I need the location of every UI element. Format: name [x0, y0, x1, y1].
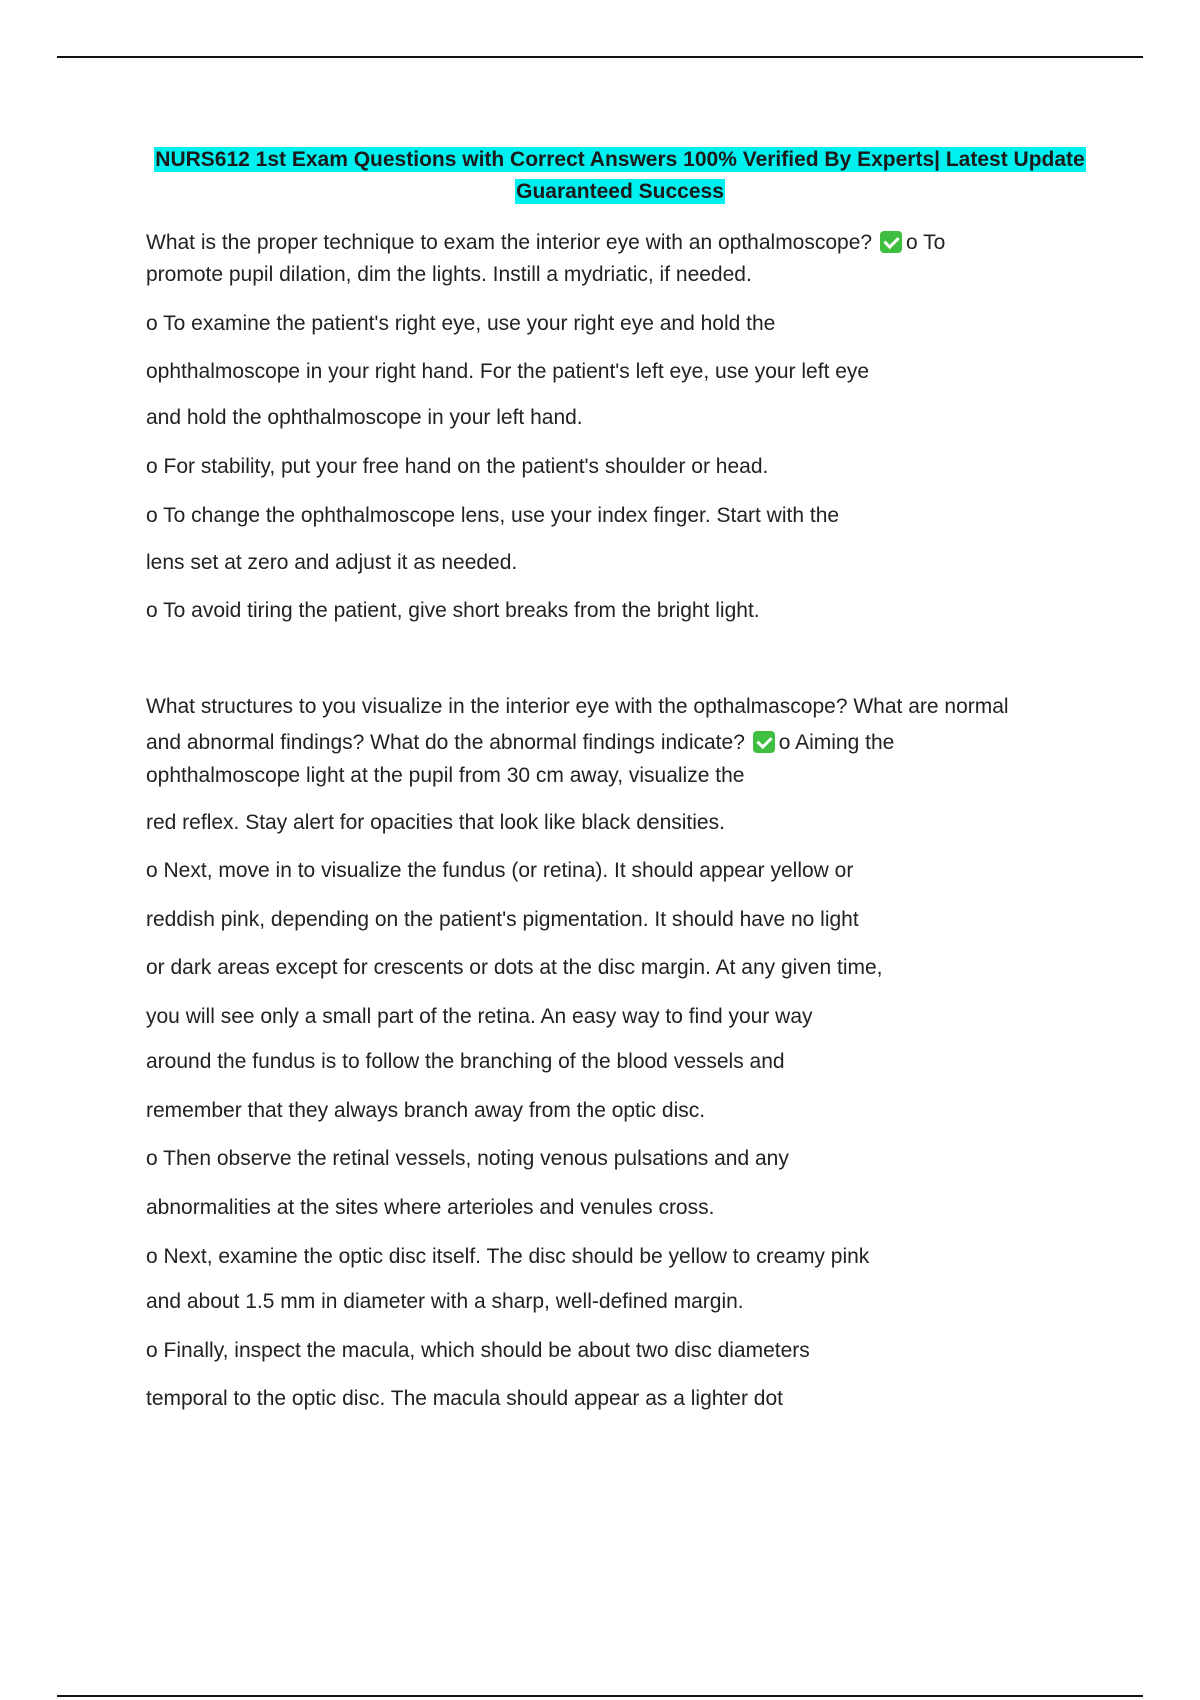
q2-answer-line: temporal to the optic disc. The macula should appear as a lighter dot	[146, 1387, 783, 1410]
q2-answer-line: you will see only a small part of the retina. An easy way to find your way	[146, 1005, 813, 1028]
check-mark-icon	[880, 231, 902, 253]
q2-answer-line: or dark areas except for crescents or dots at the disc margin. At any given time,	[146, 956, 883, 979]
bottom-divider	[57, 1695, 1143, 1697]
q1-answer-start: o To	[905, 231, 946, 254]
title-line-2: Guaranteed Success	[516, 180, 724, 203]
q1-answer-line: o To examine the patient's right eye, use your right eye and hold the	[146, 312, 776, 335]
q1-answer-line: and hold the ophthalmoscope in your left hand.	[146, 406, 583, 429]
q2-answer-line: and about 1.5 mm in diameter with a sharp, well-defined margin.	[146, 1290, 744, 1313]
q2-answer-line: reddish pink, depending on the patient's pigmentation. It should have no light	[146, 908, 859, 931]
q2-answer-line: o Then observe the retinal vessels, noting venous pulsations and any	[146, 1147, 789, 1170]
q2-answer-line: remember that they always branch away from the optic disc.	[146, 1099, 706, 1122]
q2-answer-line: abnormalities at the sites where arterioles and venules cross.	[146, 1196, 715, 1219]
q2-answer-start: o Aiming the	[778, 731, 895, 754]
q1-answer-line: ophthalmoscope in your right hand. For the patient's left eye, use your left eye	[146, 360, 870, 383]
q2-answer-line: o Finally, inspect the macula, which should be about two disc diameters	[146, 1339, 810, 1362]
document-title	[140, 144, 1100, 208]
check-mark-icon	[753, 731, 775, 753]
q2-answer-line: ophthalmoscope light at the pupil from 30 cm away, visualize the	[146, 764, 745, 787]
q1-answer-line: promote pupil dilation, dim the lights. Instill a mydriatic, if needed.	[146, 263, 752, 286]
q2-question: and abnormal findings? What do the abnormal findings indicate?	[146, 731, 745, 754]
q2-question-line-2	[146, 730, 894, 756]
q2-answer-line: around the fundus is to follow the branching of the blood vessels and	[146, 1050, 785, 1073]
title-line-1: NURS612 1st Exam Questions with Correct Answers 100% Verified By Experts| Latest Update	[155, 148, 1085, 171]
q1-answer-line: o To change the ophthalmoscope lens, use your index finger. Start with the	[146, 504, 840, 527]
q2-answer-line: o Next, examine the optic disc itself. The disc should be yellow to creamy pink	[146, 1245, 870, 1268]
q2-question-line-1: What structures to you visualize in the interior eye with the opthalmascope? What are normal	[146, 695, 1009, 718]
q1-answer-line: lens set at zero and adjust it as needed.	[146, 551, 518, 574]
q1-answer-line: o For stability, put your free hand on the patient's shoulder or head.	[146, 455, 769, 478]
q1-answer-line: o To avoid tiring the patient, give short breaks from the bright light.	[146, 599, 760, 622]
q2-answer-line: red reflex. Stay alert for opacities that look like black densities.	[146, 811, 725, 834]
top-divider	[57, 56, 1143, 58]
q1-question-line	[146, 230, 945, 256]
q1-question: What is the proper technique to exam the interior eye with an opthalmoscope?	[146, 231, 873, 254]
q2-answer-line: o Next, move in to visualize the fundus (or retina). It should appear yellow or	[146, 859, 854, 882]
